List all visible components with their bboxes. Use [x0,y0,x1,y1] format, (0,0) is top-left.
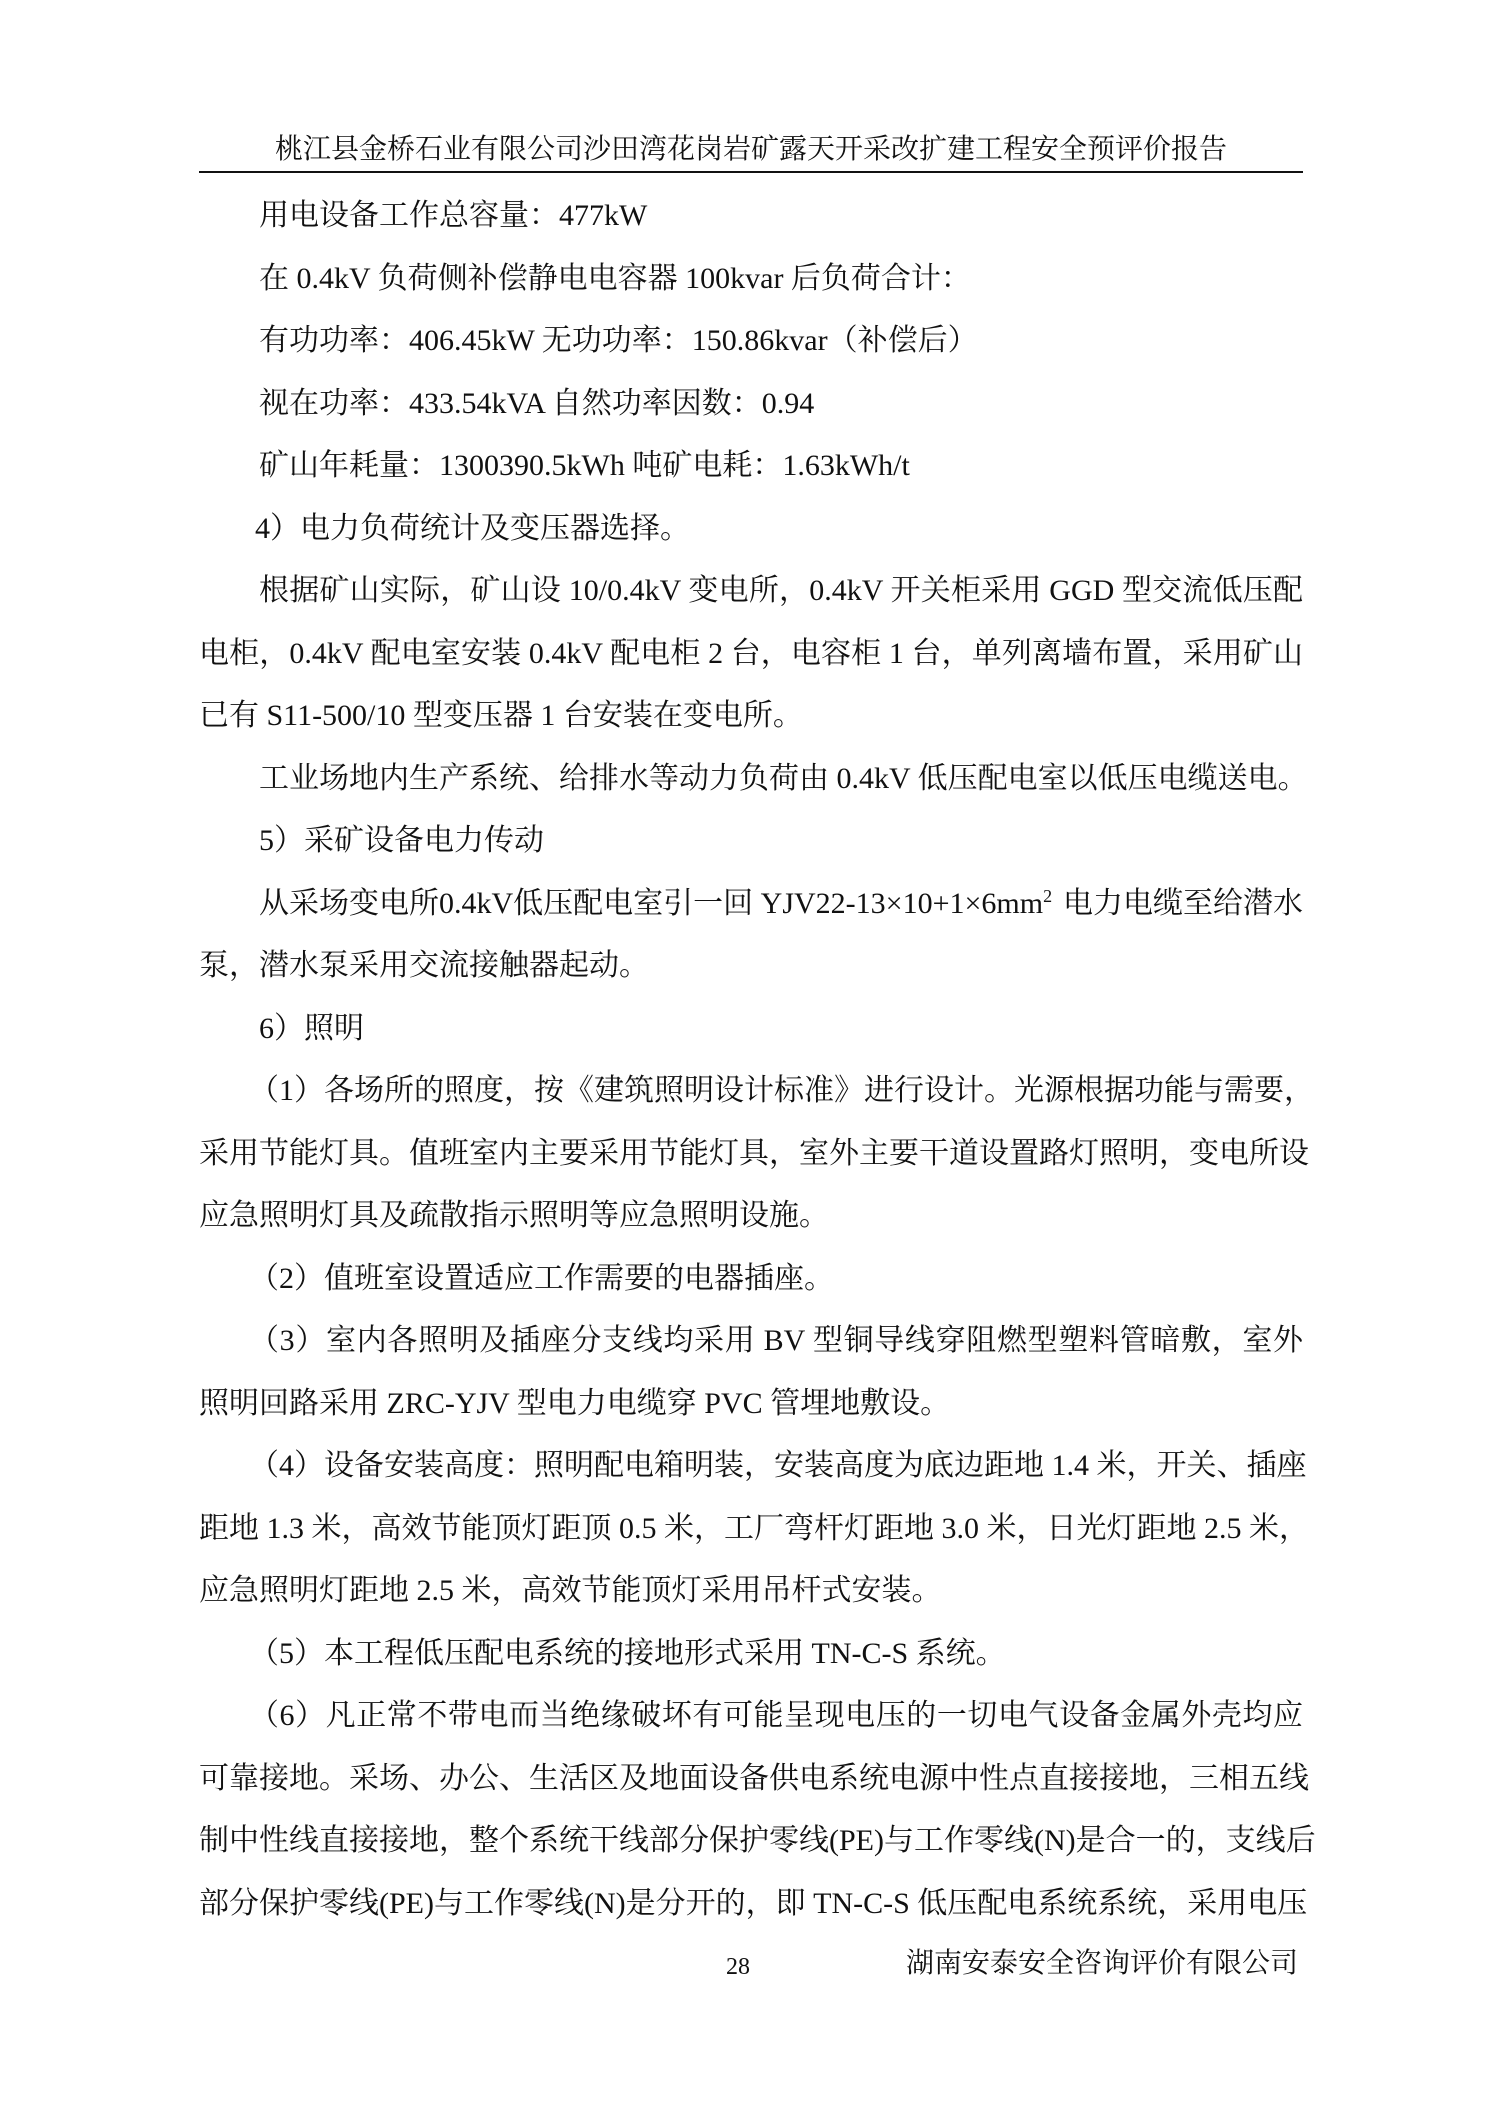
text-line: （6）凡正常不带电而当绝缘破坏有可能呈现电压的一切电气设备金属外壳均应 [249,1699,1303,1732]
text-line: 根据矿山实际，矿山设 10/0.4kV 变电所，0.4kV 开关柜采用 GGD 型交流低压配 [259,574,1303,607]
text-line: 应急照明灯具及疏散指示照明等应急照明设施。 [199,1199,829,1232]
text-line: 在 0.4kV 负荷侧补偿静电电容器 100kvar 后负荷合计： [259,262,971,295]
section-heading: 5）采矿设备电力传动 [259,824,544,857]
text-line: 电柜，0.4kV 配电室安装 0.4kV 配电柜 2 台，电容柜 1 台，单列离墙布置，采用矿山 [199,637,1303,670]
footer-company: 湖南安泰安全咨询评价有限公司 [906,1948,1299,1979]
text-line: （2）值班室设置适应工作需要的电器插座。 [249,1262,834,1295]
text-line: （5）本工程低压配电系统的接地形式采用 TN-C-S 系统。 [249,1637,1006,1670]
section-heading: 4）电力负荷统计及变压器选择。 [255,512,690,545]
page-number: 28 [726,1954,750,1980]
text-segment: 从采场变电所0.4kV低压配电室引一回 YJV22-13×10+1×6mm [259,887,1044,920]
text-line: 可靠接地。采场、办公、生活区及地面设备供电系统电源中性点直接接地，三相五线 [199,1762,1309,1795]
text-line: 视在功率：433.54kVA 自然功率因数：0.94 [259,387,815,420]
text-line: （4）设备安装高度：照明配电箱明装，安装高度为底边距地 1.4 米，开关、插座 [249,1449,1307,1482]
text-line: 有功功率：406.45kW 无功功率：150.86kvar（补偿后） [259,324,978,357]
text-line: 工业场地内生产系统、给排水等动力负荷由 0.4kV 低压配电室以低压电缆送电。 [259,762,1308,795]
text-line: 部分保护零线(PE)与工作零线(N)是分开的，即 TN-C-S 低压配电系统系统，采用电压 [199,1887,1308,1920]
text-line: 距地 1.3 米，高效节能顶灯距顶 0.5 米，工厂弯杆灯距地 3.0 米，日光灯距地 2.5 米， [199,1512,1309,1545]
text-line: 采用节能灯具。值班室内主要采用节能灯具，室外主要干道设置路灯照明，变电所设 [199,1137,1309,1170]
text-line: 已有 S11-500/10 型变压器 1 台安装在变电所。 [199,699,803,732]
text-line [259,884,1303,924]
running-header: 桃江县金桥石业有限公司沙田湾花岗岩矿露天开采改扩建工程安全预评价报告 [274,134,1227,165]
text-segment: 电力电缆至给潜水 [1063,887,1303,920]
text-line: 用电设备工作总容量：477kW [259,199,648,232]
text-segment [259,884,1052,924]
superscript: 2 [1043,886,1053,906]
text-line: 矿山年耗量：1300390.5kWh 吨矿电耗：1.63kWh/t [259,449,910,482]
text-line: （1）各场所的照度，按《建筑照明设计标准》进行设计。光源根据功能与需要， [249,1074,1314,1107]
text-line: 制中性线直接接地，整个系统干线部分保护零线(PE)与工作零线(N)是合一的，支线后 [199,1824,1316,1857]
header-rule [199,171,1303,173]
text-line: 照明回路采用 ZRC-YJV 型电力电缆穿 PVC 管埋地敷设。 [199,1387,951,1420]
text-line: 泵，潜水泵采用交流接触器起动。 [199,949,649,982]
text-line: （3）室内各照明及插座分支线均采用 BV 型铜导线穿阻燃型塑料管暗敷，室外 [249,1324,1303,1357]
section-heading: 6）照明 [259,1012,364,1045]
text-line: 应急照明灯距地 2.5 米，高效节能顶灯采用吊杆式安装。 [199,1574,942,1607]
